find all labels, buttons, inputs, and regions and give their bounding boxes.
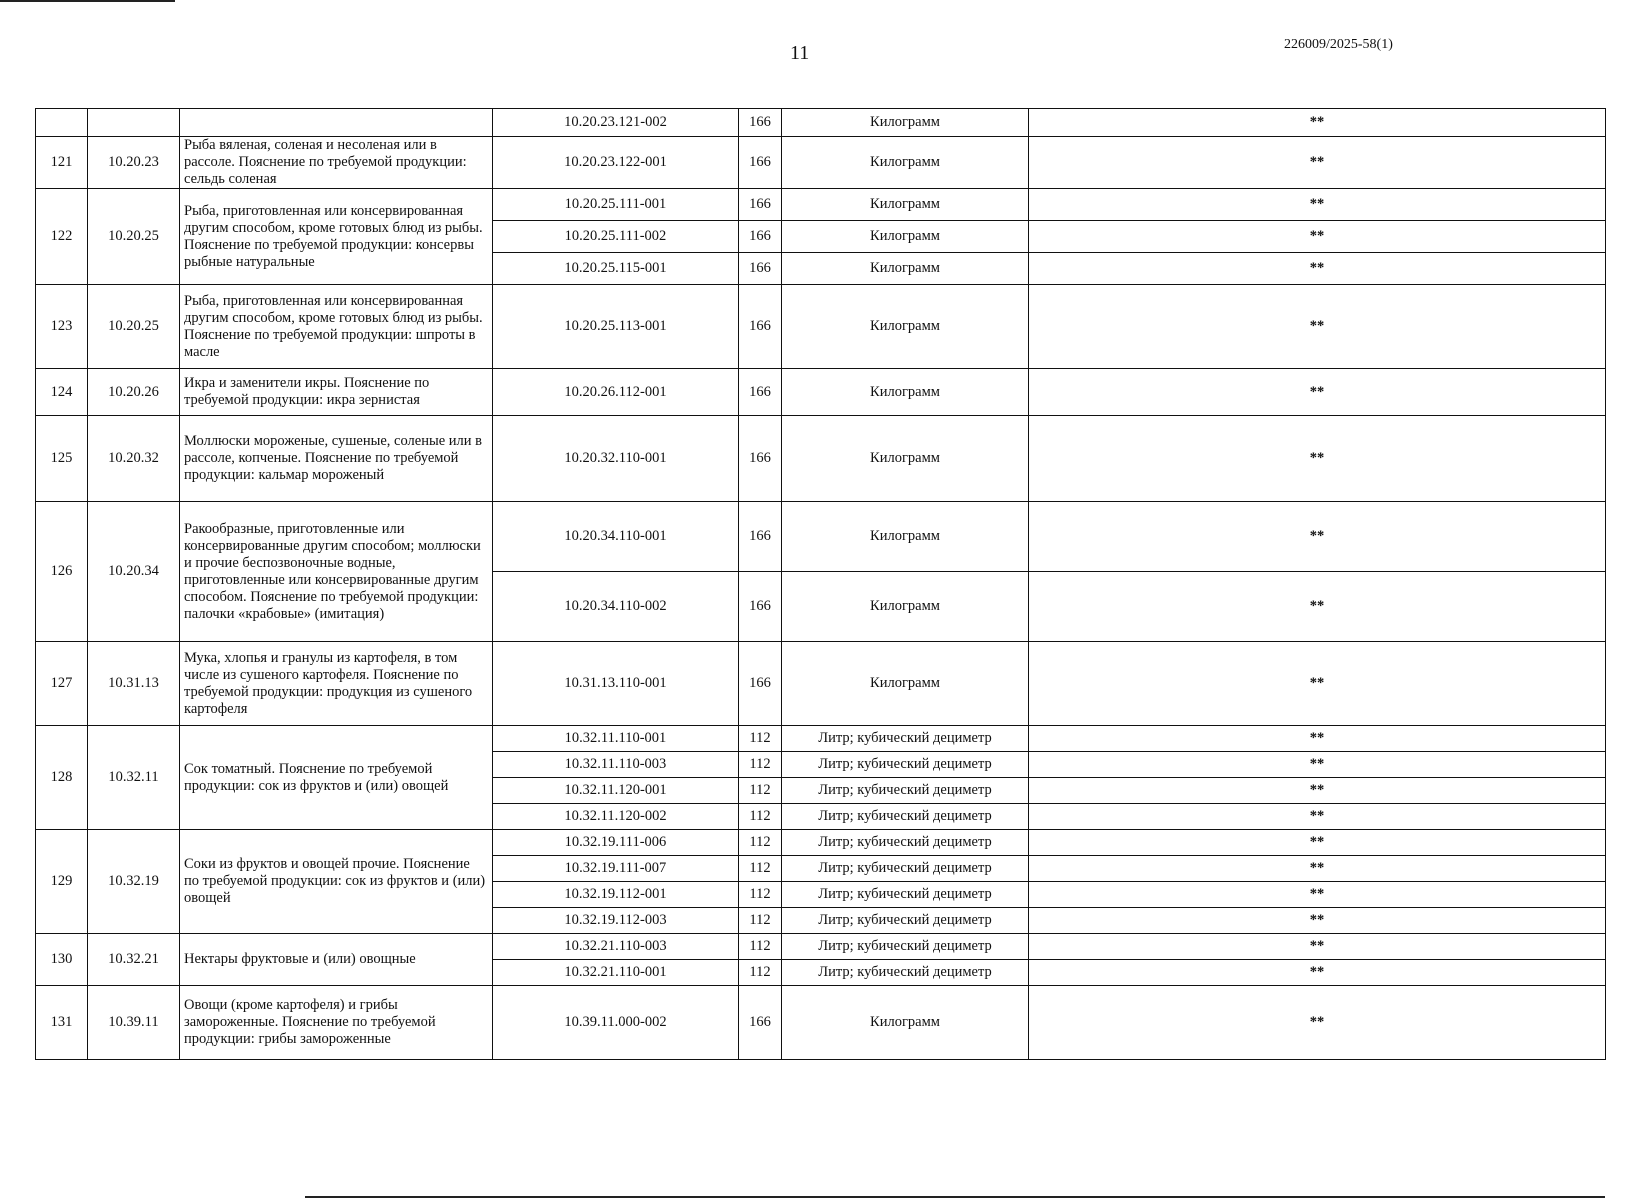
description-cell: Ракообразные, приготовленные или консервированные другим способом; моллюски и прочие беспозвоночные водные, приготовленные или консервированные другим способом. Пояснение по требуемой продукции: палочки «крабовые» (имитация) <box>180 502 493 642</box>
table-row <box>36 502 1606 572</box>
ktru-code-cell: 10.20.23.121-002 <box>493 109 739 137</box>
unit-cell: Килограмм <box>782 642 1029 726</box>
description-cell: Овощи (кроме картофеля) и грибы замороженные. Пояснение по требуемой продукции: грибы замороженные <box>180 986 493 1060</box>
value-cell: ** <box>1029 752 1606 778</box>
value-cell: ** <box>1029 778 1606 804</box>
unit-cell: Килограмм <box>782 253 1029 285</box>
ktru-code-cell: 10.39.11.000-002 <box>493 986 739 1060</box>
okpd-code-cell: 10.20.32 <box>88 416 180 502</box>
okei-code-cell: 166 <box>739 221 782 253</box>
okpd-code-cell <box>88 109 180 137</box>
table-row <box>36 642 1606 726</box>
okei-code-cell: 112 <box>739 778 782 804</box>
okei-code-cell: 166 <box>739 416 782 502</box>
row-number-cell: 122 <box>36 189 88 285</box>
okei-code-cell: 166 <box>739 572 782 642</box>
value-cell: ** <box>1029 285 1606 369</box>
value-cell: ** <box>1029 189 1606 221</box>
ktru-code-cell: 10.32.19.112-001 <box>493 882 739 908</box>
table-row <box>36 726 1606 752</box>
ktru-code-cell: 10.20.34.110-002 <box>493 572 739 642</box>
ktru-code-cell: 10.32.21.110-001 <box>493 960 739 986</box>
value-cell: ** <box>1029 856 1606 882</box>
description-cell: Рыба, приготовленная или консервированная другим способом, кроме готовых блюд из рыбы. Пояснение по требуемой продукции: шпроты в масле <box>180 285 493 369</box>
okei-code-cell: 112 <box>739 804 782 830</box>
unit-cell: Литр; кубический дециметр <box>782 882 1029 908</box>
ktru-code-cell: 10.32.11.120-001 <box>493 778 739 804</box>
unit-cell: Литр; кубический дециметр <box>782 960 1029 986</box>
ktru-code-cell: 10.32.19.111-007 <box>493 856 739 882</box>
value-cell: ** <box>1029 960 1606 986</box>
row-number-cell: 130 <box>36 934 88 986</box>
description-cell: Икра и заменители икры. Пояснение по требуемой продукции: икра зернистая <box>180 369 493 416</box>
row-number-cell: 125 <box>36 416 88 502</box>
ktru-code-cell: 10.20.25.113-001 <box>493 285 739 369</box>
value-cell: ** <box>1029 908 1606 934</box>
value-cell: ** <box>1029 572 1606 642</box>
okei-code-cell: 166 <box>739 285 782 369</box>
unit-cell: Литр; кубический дециметр <box>782 752 1029 778</box>
ktru-code-cell: 10.32.19.111-006 <box>493 830 739 856</box>
description-cell: Нектары фруктовые и (или) овощные <box>180 934 493 986</box>
okei-code-cell: 166 <box>739 253 782 285</box>
okei-code-cell: 112 <box>739 960 782 986</box>
okpd-code-cell: 10.31.13 <box>88 642 180 726</box>
products-table <box>35 108 1606 1060</box>
ktru-code-cell: 10.20.25.115-001 <box>493 253 739 285</box>
description-cell: Моллюски мороженые, сушеные, соленые или в рассоле, копченые. Пояснение по требуемой продукции: кальмар мороженый <box>180 416 493 502</box>
document-id: 226009/2025-58(1) <box>1284 37 1393 52</box>
unit-cell: Килограмм <box>782 572 1029 642</box>
table-row <box>36 285 1606 369</box>
row-number-cell: 126 <box>36 502 88 642</box>
okei-code-cell: 112 <box>739 934 782 960</box>
value-cell: ** <box>1029 934 1606 960</box>
ktru-code-cell: 10.31.13.110-001 <box>493 642 739 726</box>
okpd-code-cell: 10.32.21 <box>88 934 180 986</box>
unit-cell: Килограмм <box>782 416 1029 502</box>
okpd-code-cell: 10.20.23 <box>88 137 180 189</box>
value-cell: ** <box>1029 502 1606 572</box>
ktru-code-cell: 10.20.32.110-001 <box>493 416 739 502</box>
description-cell <box>180 109 493 137</box>
okei-code-cell: 112 <box>739 752 782 778</box>
value-cell: ** <box>1029 804 1606 830</box>
unit-cell: Килограмм <box>782 109 1029 137</box>
description-cell: Мука, хлопья и гранулы из картофеля, в том числе из сушеного картофеля. Пояснение по требуемой продукции: продукция из сушеного картофеля <box>180 642 493 726</box>
unit-cell: Килограмм <box>782 221 1029 253</box>
okpd-code-cell: 10.39.11 <box>88 986 180 1060</box>
ktru-code-cell: 10.20.34.110-001 <box>493 502 739 572</box>
unit-cell: Литр; кубический дециметр <box>782 934 1029 960</box>
okei-code-cell: 166 <box>739 137 782 189</box>
table-row <box>36 934 1606 960</box>
description-cell: Сок томатный. Пояснение по требуемой продукции: сок из фруктов и (или) овощей <box>180 726 493 830</box>
row-number-cell: 123 <box>36 285 88 369</box>
value-cell: ** <box>1029 882 1606 908</box>
table-row <box>36 416 1606 502</box>
unit-cell: Литр; кубический дециметр <box>782 830 1029 856</box>
okei-code-cell: 166 <box>739 502 782 572</box>
ktru-code-cell: 10.20.26.112-001 <box>493 369 739 416</box>
unit-cell: Килограмм <box>782 502 1029 572</box>
unit-cell: Литр; кубический дециметр <box>782 726 1029 752</box>
okei-code-cell: 112 <box>739 830 782 856</box>
row-number-cell: 128 <box>36 726 88 830</box>
description-cell: Рыба вяленая, соленая и несоленая или в рассоле. Пояснение по требуемой продукции: сельдь соленая <box>180 137 493 189</box>
table-row <box>36 369 1606 416</box>
unit-cell: Килограмм <box>782 189 1029 221</box>
okei-code-cell: 166 <box>739 986 782 1060</box>
row-number-cell: 124 <box>36 369 88 416</box>
okei-code-cell: 166 <box>739 369 782 416</box>
value-cell: ** <box>1029 416 1606 502</box>
bottom-edge-rule <box>305 1196 1605 1198</box>
table-row <box>36 986 1606 1060</box>
value-cell: ** <box>1029 253 1606 285</box>
ktru-code-cell: 10.32.11.120-002 <box>493 804 739 830</box>
value-cell: ** <box>1029 830 1606 856</box>
ktru-code-cell: 10.20.25.111-001 <box>493 189 739 221</box>
okei-code-cell: 166 <box>739 189 782 221</box>
row-number-cell: 121 <box>36 137 88 189</box>
value-cell: ** <box>1029 986 1606 1060</box>
okpd-code-cell: 10.32.11 <box>88 726 180 830</box>
row-number-cell: 127 <box>36 642 88 726</box>
table-row <box>36 137 1606 189</box>
unit-cell: Килограмм <box>782 285 1029 369</box>
okei-code-cell: 166 <box>739 642 782 726</box>
ktru-code-cell: 10.32.19.112-003 <box>493 908 739 934</box>
value-cell: ** <box>1029 109 1606 137</box>
value-cell: ** <box>1029 369 1606 416</box>
unit-cell: Литр; кубический дециметр <box>782 804 1029 830</box>
top-edge-rule <box>0 0 175 2</box>
ktru-code-cell: 10.32.21.110-003 <box>493 934 739 960</box>
okpd-code-cell: 10.32.19 <box>88 830 180 934</box>
table-row <box>36 109 1606 137</box>
okei-code-cell: 112 <box>739 856 782 882</box>
ktru-code-cell: 10.20.23.122-001 <box>493 137 739 189</box>
table-row <box>36 189 1606 221</box>
okpd-code-cell: 10.20.25 <box>88 189 180 285</box>
row-number-cell: 131 <box>36 986 88 1060</box>
description-cell: Соки из фруктов и овощей прочие. Пояснение по требуемой продукции: сок из фруктов и (или) овощей <box>180 830 493 934</box>
okpd-code-cell: 10.20.34 <box>88 502 180 642</box>
description-cell: Рыба, приготовленная или консервированная другим способом, кроме готовых блюд из рыбы. Пояснение по требуемой продукции: консервы рыбные натуральные <box>180 189 493 285</box>
unit-cell: Литр; кубический дециметр <box>782 856 1029 882</box>
unit-cell: Килограмм <box>782 369 1029 416</box>
okpd-code-cell: 10.20.26 <box>88 369 180 416</box>
okei-code-cell: 112 <box>739 908 782 934</box>
ktru-code-cell: 10.20.25.111-002 <box>493 221 739 253</box>
row-number-cell <box>36 109 88 137</box>
value-cell: ** <box>1029 137 1606 189</box>
ktru-code-cell: 10.32.11.110-003 <box>493 752 739 778</box>
page-number: 11 <box>790 42 810 64</box>
unit-cell: Литр; кубический дециметр <box>782 778 1029 804</box>
value-cell: ** <box>1029 221 1606 253</box>
value-cell: ** <box>1029 642 1606 726</box>
value-cell: ** <box>1029 726 1606 752</box>
table-row <box>36 830 1606 856</box>
ktru-code-cell: 10.32.11.110-001 <box>493 726 739 752</box>
unit-cell: Килограмм <box>782 986 1029 1060</box>
unit-cell: Литр; кубический дециметр <box>782 908 1029 934</box>
okpd-code-cell: 10.20.25 <box>88 285 180 369</box>
okei-code-cell: 112 <box>739 882 782 908</box>
okei-code-cell: 112 <box>739 726 782 752</box>
okei-code-cell: 166 <box>739 109 782 137</box>
unit-cell: Килограмм <box>782 137 1029 189</box>
row-number-cell: 129 <box>36 830 88 934</box>
